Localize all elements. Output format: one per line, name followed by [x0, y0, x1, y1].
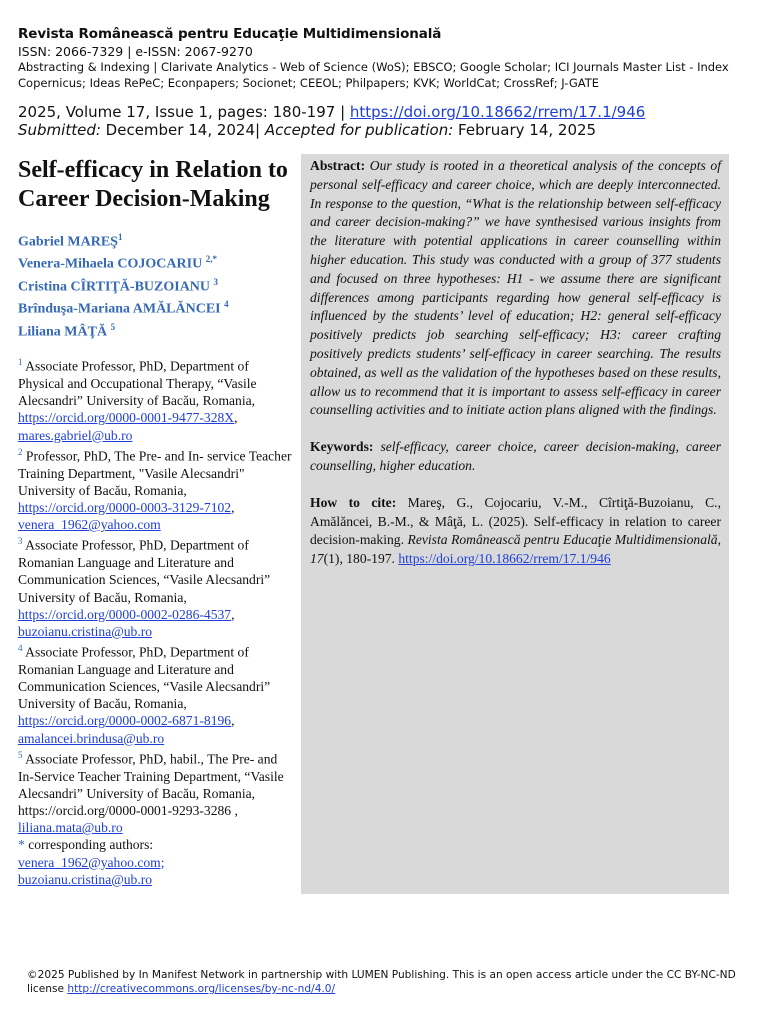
cite-doi-link[interactable]: https://doi.org/10.18662/rrem/17.1/946 [398, 551, 611, 567]
affiliations [18, 354, 293, 888]
orcid-link[interactable]: https://orcid.org/0000-0002-6871-8196 [18, 713, 232, 729]
cite-label: How to cite: [310, 494, 397, 510]
affiliation: $^4$ Associate Professor, PhD, Department of Romanian Language and Literature and Communication Sciences, “Vasile Alecsandri” University of Bacău, Romania, https://orcid.org/0000-0002-6871-8196, amalancei.brindusa@ub.ro [18, 643, 271, 746]
keywords [310, 438, 721, 476]
email-link[interactable]: buzoianu.cristina@ub.ro [18, 623, 153, 639]
journal-title: Revista Românească pentru Educaţie Multidimensională [18, 26, 442, 42]
orcid-link[interactable]: https://orcid.org/0000-0003-3129-7102 [18, 499, 232, 515]
email-link[interactable]: liliana.mata@ub.ro [18, 820, 123, 836]
author: Cristina CÎRTIŢĂ-BUZOIANU $^3$ [18, 276, 219, 295]
submitted-label: Submitted: [18, 121, 101, 139]
how-to-cite: How to cite: Mareş, G., Cojocariu, V.-M., Cîrtiţă-Buzoianu, C., Amălăncei, B.-M., & Mâţă, L. (2025). Self-efficacy in relation to career decision-making. Revista Românească pentru Educaţie Multidimensională, 17(1), 180-197. https://doi.org/10.18662/rrem/17.1/946 [310, 494, 721, 567]
corresponding-authors: * corresponding authors: venera_1962@yahoo.com; buzoianu.cristina@ub.ro [18, 837, 165, 887]
author: Liliana MÂŢĂ $^5$ [18, 321, 116, 340]
orcid-text: https://orcid.org/0000-0001-9293-3286 [18, 803, 232, 818]
affiliation: $^3$ Associate Professor, PhD, Department of Romanian Language and Literature and Communication Sciences, “Vasile Alecsandri” University of Bacău, Romania, https://orcid.org/0000-0002-0286-4537, buzoianu.cristina@ub.ro [18, 536, 271, 639]
paper-title: Self-efficacy in Relation to Career Decision-Making [18, 157, 288, 212]
volume-line [18, 103, 748, 121]
affiliation: $^5$ Associate Professor, PhD, habil., The Pre- and In-Service Teacher Training Department, “Vasile Alecsandri” University of Bacău, Romania, https://orcid.org/0000-0001-9293-3286 , liliana.mata@ub.ro [18, 749, 284, 836]
cite-journal: Revista Românească pentru Educaţie Multidimensională, 17 [310, 532, 721, 567]
affiliation: $^1$ Associate Professor, PhD, Department of Physical and Occupational Therapy, “Vasile Alecsandri” University of Bacău, Romania, https://orcid.org/0000-0001-9477-328X, mares.gabriel@ub.ro [18, 357, 257, 443]
orcid-link[interactable]: https://orcid.org/0000-0002-0286-4537 [18, 606, 232, 622]
abstract-text: Our study is rooted in a theoretical analysis of the concepts of personal self-efficacy and career choice, which are deeply interconnected. In response to the question, “What is the relationship between self-efficacy and career decision-making?” we have synthesised various insights from the literature with potential applications in career counselling within higher education. This study was conducted with a group of 377 students and focused on three hypotheses: H1 - we assume there are significant differences among participants regarding how general self-efficacy is influenced by the students’ level of education; H2: general self-efficacy positively predicts job searching self-efficacy; H3: career crafting positively predicts students’ self-efficacy in career searching. The results obtained, as well as the validation of the hypotheses based on these results, allow us to recommend that it is important to assess self-efficacy in career counselling activities and to initiate action plans aligned with the findings. [310, 158, 721, 418]
author: Venera-Mihaela COJOCARIU $^{2,*}$ [18, 254, 217, 273]
left-column [18, 156, 293, 888]
email-link[interactable]: mares.gabriel@ub.ro [18, 427, 133, 443]
email-link[interactable]: buzoianu.cristina@ub.ro [18, 871, 153, 887]
accepted-date: February 14, 2025 [453, 121, 597, 139]
email-link[interactable]: amalancei.brindusa@ub.ro [18, 730, 165, 746]
asterisk: * [18, 837, 25, 853]
author-list [18, 229, 293, 341]
submitted-date: December 14, 2024| [100, 121, 265, 139]
keywords-text: self-efficacy, career choice, career decision-making, career counselling, higher education. [310, 439, 721, 473]
email-link[interactable]: venera_1962@yahoo.com [18, 517, 161, 533]
license-footer: ©2025 Published by In Manifest Network in partnership with LUMEN Publishing. This is an open access article under the CC BY-NC-ND license http://creativecommons.org/licenses/by-nc-nd/4.0/ [27, 969, 736, 995]
email-link[interactable]: venera_1962@yahoo.com; [18, 854, 165, 870]
issn-line: ISSN: 2066-7329 | e-ISSN: 2067-9270 [18, 44, 253, 59]
orcid-link[interactable]: https://orcid.org/0000-0001-9477-328X [18, 410, 235, 426]
author: Brînduşa-Mariana AMĂLĂNCEI $^4$ [18, 299, 229, 318]
doi-link[interactable]: https://doi.org/10.18662/rrem/17.1/946 [349, 103, 646, 121]
abstract [310, 157, 721, 420]
abstract-panel [301, 154, 729, 894]
volume-info: 2025, Volume 17, Issue 1, pages: 180-197 | [18, 103, 350, 121]
affiliation: $^2$ Professor, PhD, The Pre- and In- service Teacher Training Department, "Vasile Alecsandri" University of Bacău, Romania, https://orcid.org/0000-0003-3129-7102, venera_1962@yahoo.com [18, 446, 292, 533]
dates-line [18, 121, 748, 139]
keywords-label: Keywords: [310, 439, 374, 455]
author: Gabriel MAREŞ$^1$ [18, 232, 123, 250]
abstract-label: Abstract: [310, 158, 366, 173]
indexing-list: Abstracting & Indexing | Clarivate Analytics - Web of Science (WoS); EBSCO; Google Scholar; ICI Journals Master List - Index Copernicus; Ideas RePeC; Econpapers; Socionet; CEEOL; Philpapers; KVK; WorldCat; CrossRef; J-GATE [18, 60, 729, 90]
license-link[interactable]: http://creativecommons.org/licenses/by-nc-nd/4.0/ [67, 983, 336, 995]
accepted-label: Accepted for publication: [264, 121, 454, 139]
